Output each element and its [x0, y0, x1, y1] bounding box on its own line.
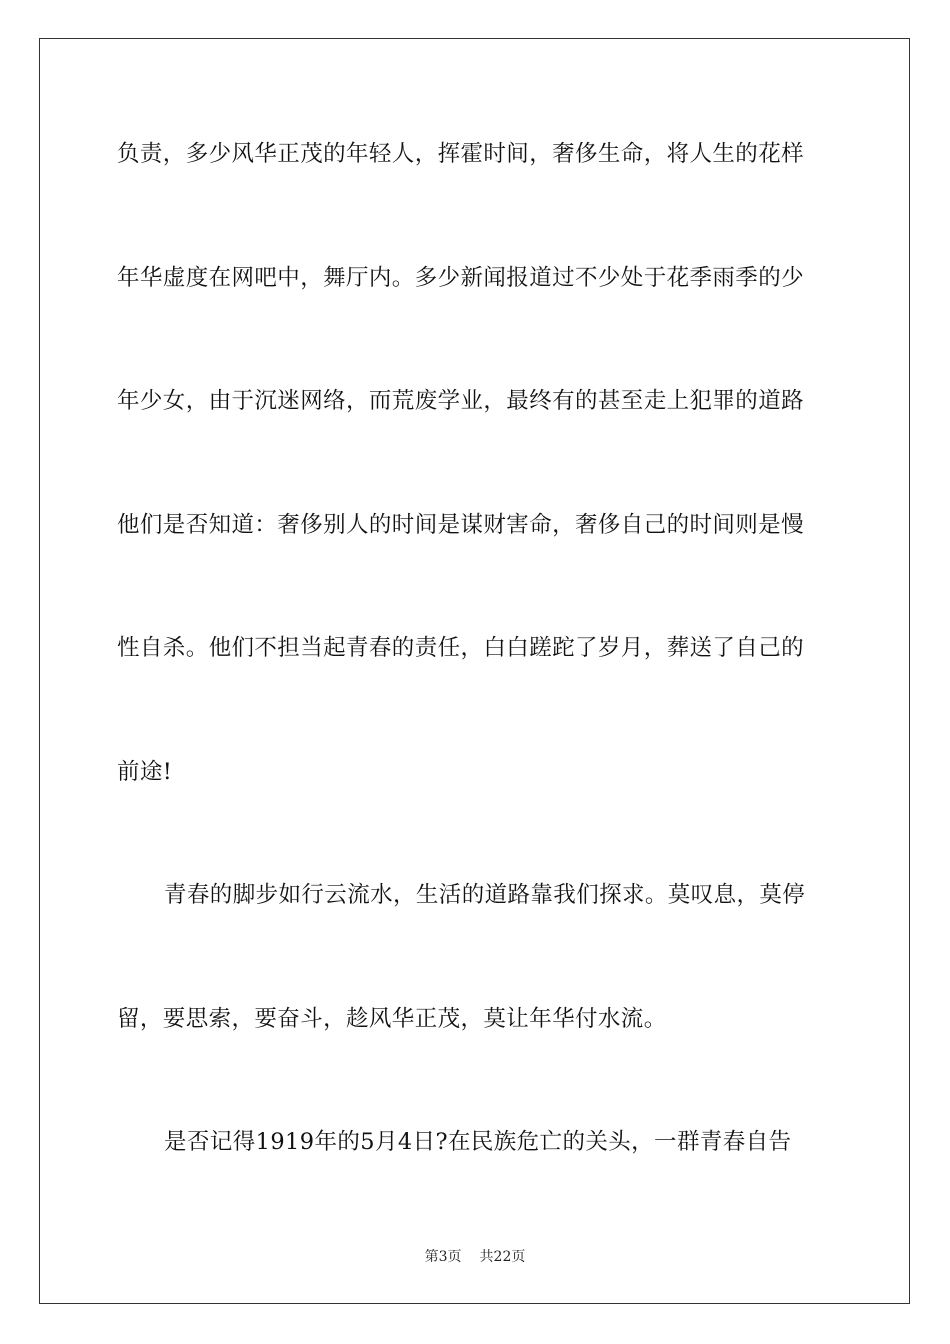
paragraph-first-line: 青春的脚步如行云流水，生活的道路靠我们探求。莫叹息，莫停 [164, 882, 806, 908]
total-pages: 共22页 [479, 1249, 526, 1265]
text-line: 留，要思索，要奋斗，趁风华正茂，莫让年华付水流。 [117, 1006, 667, 1032]
text-line: 负责，多少风华正茂的年轻人，挥霍时间，奢侈生命，将人生的花样 [117, 141, 805, 167]
text-line: 前途! [117, 759, 173, 785]
page-footer [0, 1248, 950, 1266]
paragraph-first-line: 是否记得1919年的5月4日?在民族危亡的关头，一群青春自告 [164, 1129, 792, 1155]
text-line: 性自杀。他们不担当起青春的责任，白白蹉跎了岁月，葬送了自己的 [117, 635, 805, 661]
text-line: 他们是否知道：奢侈别人的时间是谋财害命，奢侈自己的时间则是慢 [117, 512, 805, 538]
page-frame [39, 38, 910, 1304]
text-line: 年少女，由于沉迷网络，而荒废学业，最终有的甚至走上犯罪的道路 [117, 388, 805, 414]
text-line: 年华虚度在网吧中，舞厅内。多少新闻报道过不少处于花季雨季的少 [117, 265, 805, 291]
page-number: 第3页 [424, 1249, 462, 1265]
